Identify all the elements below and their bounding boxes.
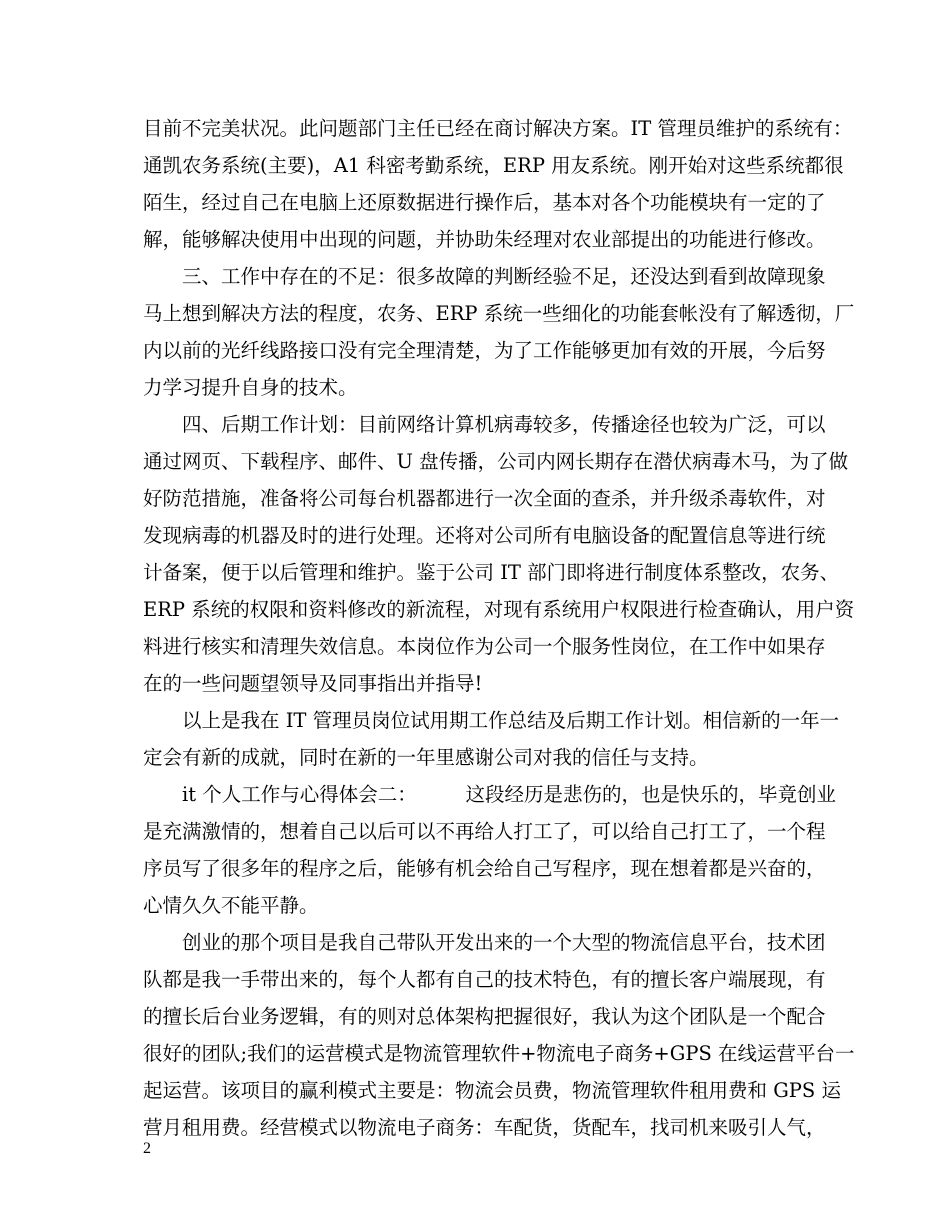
text-line: 序员写了很多年的程序之后，能够有机会给自己写程序，现在想着都是兴奋的， (143, 857, 826, 880)
text-line: 很好的团队;我们的运营模式是物流管理软件+物流电子商务+GPS 在线运营平台一 (143, 1042, 855, 1065)
text-line: 的擅长后台业务逻辑，有的则对总体架构把握很好，我认为这个团队是一个配合 (143, 1005, 826, 1028)
text-line: 是充满激情的，想着自己以后可以不再给人打工了，可以给自己打工了，一个程 (143, 820, 826, 843)
text-line: 计备案，便于以后管理和维护。鉴于公司 IT 部门即将进行制度体系整改，农务、 (143, 561, 840, 584)
text-line: 料进行核实和清理失效信息。本岗位作为公司一个服务性岗位，在工作中如果存 (143, 635, 826, 658)
text-line: 创业的那个项目是我自己带队开发出来的一个大型的物流信息平台，技术团 (143, 931, 826, 954)
text-line: 发现病毒的机器及时的进行处理。还将对公司所有电脑设备的配置信息等进行统 (143, 524, 826, 547)
text-line: 心情久久不能平静。 (143, 894, 319, 917)
text-line: ERP 系统的权限和资料修改的新流程，对现有系统用户权限进行检查确认，用户资 (143, 598, 855, 621)
text-line: 三、工作中存在的不足：很多故障的判断经验不足，还没达到看到故障现象 (143, 265, 826, 288)
text-line: 定会有新的成就，同时在新的一年里感谢公司对我的信任与支持。 (143, 746, 709, 769)
text-line: 通过网页、下载程序、邮件、U 盘传播，公司内网长期存在潜伏病毒木马，为了做 (143, 450, 849, 473)
text-line: 好防范措施，准备将公司每台机器都进行一次全面的查杀，并升级杀毒软件，对 (143, 487, 826, 510)
text-line: 目前不完美状况。此问题部门主任已经在商讨解决方案。IT 管理员维护的系统有： (143, 117, 853, 140)
text-line: it 个人工作与心得体会二： 这段经历是悲伤的，也是快乐的，毕竟创业 (143, 783, 837, 806)
text-line: 起运营。该项目的赢利模式主要是：物流会员费，物流管理软件租用费和 GPS 运 (143, 1079, 841, 1102)
text-line: 营月租用费。经营模式以物流电子商务：车配货，货配车，找司机来吸引人气， (143, 1116, 826, 1139)
text-line: 力学习提升自身的技术。 (143, 376, 358, 399)
text-line: 解，能够解决使用中出现的问题，并协助朱经理对农业部提出的功能进行修改。 (143, 228, 826, 251)
text-line: 四、后期工作计划：目前网络计算机病毒较多，传播途径也较为广泛，可以 (143, 413, 826, 436)
text-line: 在的一些问题望领导及同事指出并指导! (143, 672, 483, 695)
text-line: 陌生，经过自己在电脑上还原数据进行操作后，基本对各个功能模块有一定的了 (143, 191, 826, 214)
page-number: 2 (143, 1140, 151, 1157)
text-line: 通凯农务系统(主要)，A1 科密考勤系统，ERP 用友系统。刚开始对这些系统都很 (143, 154, 844, 177)
text-line: 队都是我一手带出来的，每个人都有自己的技术特色，有的擅长客户端展现，有 (143, 968, 826, 991)
text-line: 马上想到解决方法的程度，农务、ERP 系统一些细化的功能套帐没有了解透彻，厂 (143, 302, 855, 325)
text-line: 以上是我在 IT 管理员岗位试用期工作总结及后期工作计划。相信新的一年一 (143, 709, 840, 732)
text-line: 内以前的光纤线路接口没有完全理清楚，为了工作能够更加有效的开展，今后努 (143, 339, 826, 362)
